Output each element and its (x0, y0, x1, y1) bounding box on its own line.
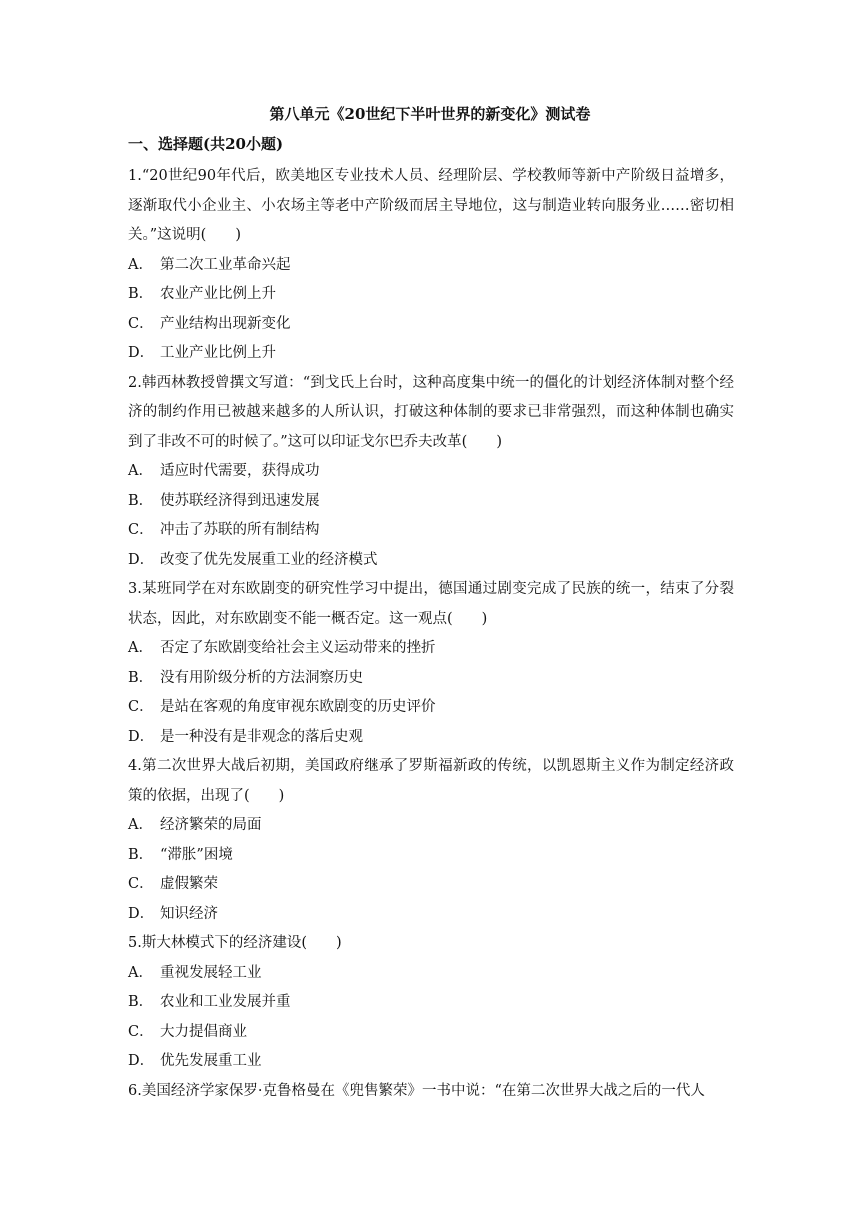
question-stem: 1.“20世纪90年代后，欧美地区专业技术人员、经理阶层、学校教师等新中产阶级日益增多，逐渐取代小企业主、小农场主等老中产阶级而居主导地位，这与制造业转向服务业……密切相关。”这说明( ) (128, 168, 734, 243)
option-letter: D． (128, 551, 155, 568)
option-text: 重视发展轻工业 (160, 964, 262, 981)
question-4 (128, 752, 734, 929)
option-a[interactable] (128, 251, 734, 281)
question-5 (128, 929, 734, 1077)
question-stem: 2.韩西林教授曾撰文写道：“到戈氏上台时，这种高度集中统一的僵化的计划经济体制对整个经济的制约作用已被越来越多的人所认识，打破这种体制的要求已非常强烈，而这种体制也确实到了非改不可的时候了。”这可以印证戈尔巴乔夫改革( ) (128, 374, 734, 450)
option-letter: C． (128, 522, 154, 538)
question-2 (128, 369, 734, 576)
option-letter: B． (128, 286, 154, 302)
option-letter: D． (128, 1053, 155, 1069)
option-text: 产业结构出现新变化 (160, 315, 291, 332)
option-letter: C． (128, 1023, 154, 1040)
option-letter: D． (128, 905, 155, 922)
question-stem: 4.第二次世界大战后初期，美国政府继承了罗斯福新政的传统，以凯恩斯主义作为制定经济政策的依据，出现了( ) (128, 758, 734, 804)
question-3 (128, 575, 734, 752)
option-d[interactable] (128, 1047, 734, 1077)
option-b[interactable] (128, 841, 734, 871)
option-letter: B． (128, 846, 154, 863)
question-stem: 5.斯大林模式下的经济建设( ) (128, 935, 342, 951)
question-6 (128, 1077, 734, 1107)
option-d[interactable] (128, 546, 734, 576)
option-b[interactable] (128, 988, 734, 1018)
option-letter: D． (128, 728, 155, 745)
option-text: 否定了东欧剧变给社会主义运动带来的挫折 (160, 640, 436, 656)
option-letter: A． (128, 817, 153, 833)
page-title: 第八单元《20世纪下半叶世界的新变化》测试卷 (269, 105, 591, 123)
option-text: 农业产业比例上升 (160, 286, 276, 302)
option-b[interactable] (128, 280, 734, 310)
option-text: 是一种没有是非观念的落后史观 (160, 728, 363, 745)
option-d[interactable] (128, 900, 734, 930)
option-text: 改变了优先发展重工业的经济模式 (160, 551, 378, 568)
option-letter: B． (128, 492, 154, 509)
option-letter: B． (128, 669, 154, 686)
option-text: 冲击了苏联的所有制结构 (160, 522, 320, 538)
option-text: 优先发展重工业 (160, 1053, 262, 1069)
question-stem: 6.美国经济学家保罗·克鲁格曼在《兜售繁荣》一书中说：“在第二次世界大战之后的一代人 (128, 1082, 705, 1099)
section-heading: 一、选择题(共20小题) (128, 135, 284, 153)
question-1 (128, 162, 734, 369)
option-text: 工业产业比例上升 (160, 345, 276, 361)
option-text: 知识经济 (160, 905, 218, 922)
option-text: 虚假繁荣 (160, 876, 218, 892)
option-a[interactable] (128, 811, 734, 841)
option-c[interactable] (128, 1018, 734, 1048)
option-letter: D． (128, 345, 155, 361)
option-text: 大力提倡商业 (160, 1023, 247, 1040)
option-a[interactable] (128, 634, 734, 664)
option-text: 是站在客观的角度审视东欧剧变的历史评价 (160, 699, 436, 715)
option-d[interactable] (128, 723, 734, 753)
question-stem: 3.某班同学在对东欧剧变的研究性学习中提出，德国通过剧变完成了民族的统一，结束了分裂状态，因此，对东欧剧变不能一概否定。这一观点( ) (128, 581, 734, 627)
option-letter: A． (128, 463, 153, 479)
option-b[interactable] (128, 487, 734, 517)
option-c[interactable] (128, 870, 734, 900)
option-letter: B． (128, 994, 154, 1010)
option-letter: A． (128, 640, 153, 656)
option-letter: A． (128, 964, 153, 981)
option-a[interactable] (128, 959, 734, 989)
option-text: 没有用阶级分析的方法洞察历史 (160, 669, 363, 686)
option-letter: C． (128, 876, 154, 892)
option-text: 使苏联经济得到迅速发展 (160, 492, 320, 509)
option-text: 第二次工业革命兴起 (160, 256, 291, 273)
option-c[interactable] (128, 516, 734, 546)
option-letter: C． (128, 699, 154, 715)
question-list (128, 162, 734, 1106)
option-text: 经济繁荣的局面 (160, 817, 262, 833)
option-text: 适应时代需要，获得成功 (160, 463, 320, 479)
option-d[interactable] (128, 339, 734, 369)
option-c[interactable] (128, 693, 734, 723)
option-c[interactable] (128, 310, 734, 340)
option-a[interactable] (128, 457, 734, 487)
option-text: “滞胀”困境 (160, 846, 233, 863)
option-letter: A． (128, 256, 153, 273)
option-b[interactable] (128, 664, 734, 694)
option-text: 农业和工业发展并重 (160, 994, 291, 1010)
option-letter: C． (128, 315, 154, 332)
